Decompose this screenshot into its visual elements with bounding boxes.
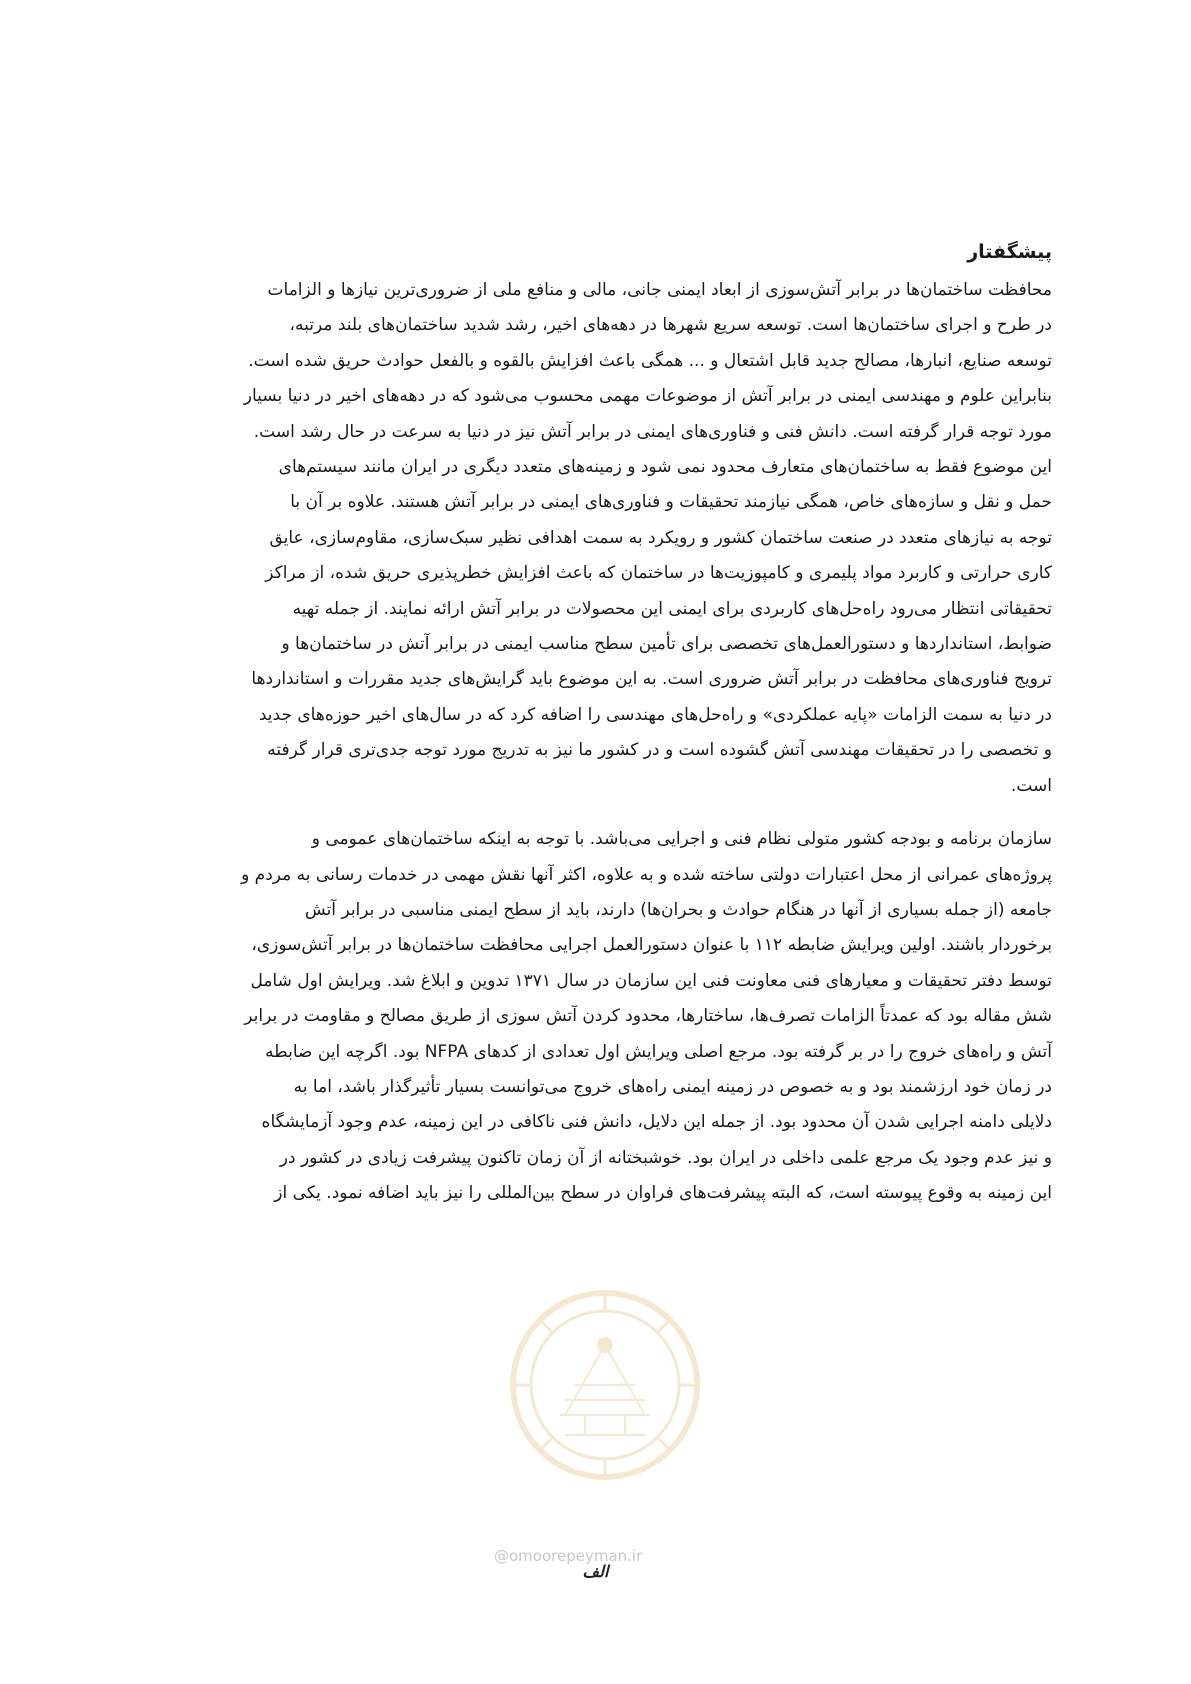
text-line: مورد توجه قرار گرفته است. دانش فنی و فناوری‌های ایمنی در برابر آتش نیز در دنیا به سرعت در حال رشد است.: [253, 421, 1052, 442]
text-line: شش مقاله بود که عمدتاً الزامات تصرف‌ها، ساختارها، محدود کردن آتش سوزی از طریق مصالح و مقاومت در برابر: [244, 1006, 1052, 1027]
text-line: و تخصصی را در تحقیقات مهندسی آتش گشوده است و در کشور ما نیز به تدریج مورد توجه جدی‌تری قرار گرفته: [267, 740, 1052, 761]
text-line: و نیز عدم وجود یک مرجع علمی داخلی در ایران بود. خوشبختانه از آن زمان تاکنون پیشرفت زیادی در کشور در: [279, 1147, 1052, 1168]
text-line: سازمان برنامه و بودجه کشور متولی نظام فنی و اجرایی می‌باشد. با توجه به اینکه ساختمان‌های عمومی و: [311, 829, 1052, 850]
paragraph-2: [146, 822, 1052, 1211]
text-line: توسعه صنایع، انبارها، مصالح جدید قابل اشتعال و ... همگی باعث افزایش بالقوه و بالفعل حوادث حریق شده است.: [248, 350, 1052, 371]
text-line: جامعه (از جمله بسیاری از آنها در هنگام حوادث و بحران‌ها) دارند، باید از سطح ایمنی مناسبی در برابر آتش: [304, 899, 1052, 920]
page-content: [146, 241, 1052, 1212]
text-line: کاری حرارتی و کاربرد مواد پلیمری و کامپوزیت‌ها در ساختمان که باعث افزایش خطرپذیری حریق شده، از مراکز: [265, 563, 1052, 584]
text-line: در زمان خود ارزشمند بود و به خصوص در زمینه ایمنی راه‌های خروج می‌توانست بسیار تأثیرگذار باشد، اما به: [293, 1076, 1052, 1097]
paragraph-1: [146, 273, 1052, 804]
text-line: برخوردار باشند. اولین ویرایش ضابطه ۱۱۲ با عنوان دستورالعمل اجرایی محافظت ساختمان‌ها در برابر آتش‌سوزی،: [251, 935, 1052, 956]
watermark-handle: @omoorepeyman.ir: [494, 1547, 643, 1565]
text-line: در دنیا به سمت الزامات «پایه عملکردی» و راه‌حل‌های مهندسی را اضافه کرد که در سال‌های اخیر حوزه‌های جدید: [258, 704, 1052, 725]
text-line: حمل و نقل و سازه‌های خاص، همگی نیازمند تحقیقات و فناوری‌های ایمنی در برابر آتش هستند. علاوه بر آن با: [290, 492, 1052, 513]
text-line: تحقیقاتی انتظار می‌رود راه‌حل‌های کاربردی برای ایمنی این محصولات در برابر آتش ارائه نمایند. از جمله تهیه: [292, 598, 1052, 619]
text-line: آتش و راه‌های خروج را در بر گرفته بود. مرجع اصلی ویرایش اول تعدادی از کدهای NFPA بود. اگرچه این ضابطه: [265, 1041, 1052, 1062]
section-heading: پیشگفتار: [967, 241, 1052, 263]
text-line-last: است.: [1010, 775, 1052, 796]
text-line: این موضوع فقط به ساختمان‌های متعارف محدود نمی شود و زمینه‌های متعدد دیگری در ایران مانند سیستم‌های: [278, 457, 1052, 478]
text-line: دلایلی دامنه اجرایی شدن آن محدود بود. از جمله این دلایل، دانش فنی ناکافی در این زمینه، عدم وجود آزمایشگاه: [261, 1112, 1052, 1133]
text-line: محافظت ساختمان‌ها در برابر آتش‌سوزی از ابعاد ایمنی جانی، مالی و منافع ملی از ضروری‌ترین نیازها و الزامات: [267, 280, 1052, 300]
text-line: ضوابط، استانداردها و دستورالعمل‌های تخصصی برای تأمین سطح مناسب ایمنی در برابر آتش در ساختمان‌ها و: [281, 634, 1052, 655]
text-line: توسط دفتر تحقیقات و معیارهای فنی معاونت فنی این سازمان در سال ۱۳۷۱ تدوین و ابلاغ شد. ویرایش اول شامل: [250, 970, 1052, 991]
text-line: بنابراین علوم و مهندسی ایمنی در برابر آتش از موضوعات مهمی محسوب می‌شود که در دهه‌های اخیر در دنیا بسیار: [243, 386, 1052, 407]
text-line: در طرح و اجرای ساختمان‌ها است. توسعه سریع شهرها در دهه‌های اخیر، رشد شدید ساختمان‌های بلند مرتبه،: [289, 315, 1052, 336]
text-line: پروژه‌های عمرانی از محل اعتبارات دولتی ساخته شده و به علاوه، اکثر آنها نقش مهمی در خدمات رسانی به مردم و: [241, 864, 1052, 885]
text-line: توجه به نیازهای متعدد در صنعت ساختمان کشور و رویکرد به سمت اهدافی نظیر سبک‌سازی، مقاوم‌سازی، عایق: [269, 527, 1052, 548]
seal-logo-icon: [505, 1285, 705, 1485]
text-line: ترویج فناوری‌های محافظت در برابر آتش ضروری است. به این موضوع باید گرایش‌های جدید مقررات و استانداردها: [251, 669, 1052, 690]
page-number: الف: [582, 1562, 609, 1581]
text-line: این زمینه به وقوع پیوسته است، که البته پیشرفت‌های فراوان در سطح بین‌المللی را نیز باید اضافه نمود. یکی از: [274, 1183, 1052, 1204]
